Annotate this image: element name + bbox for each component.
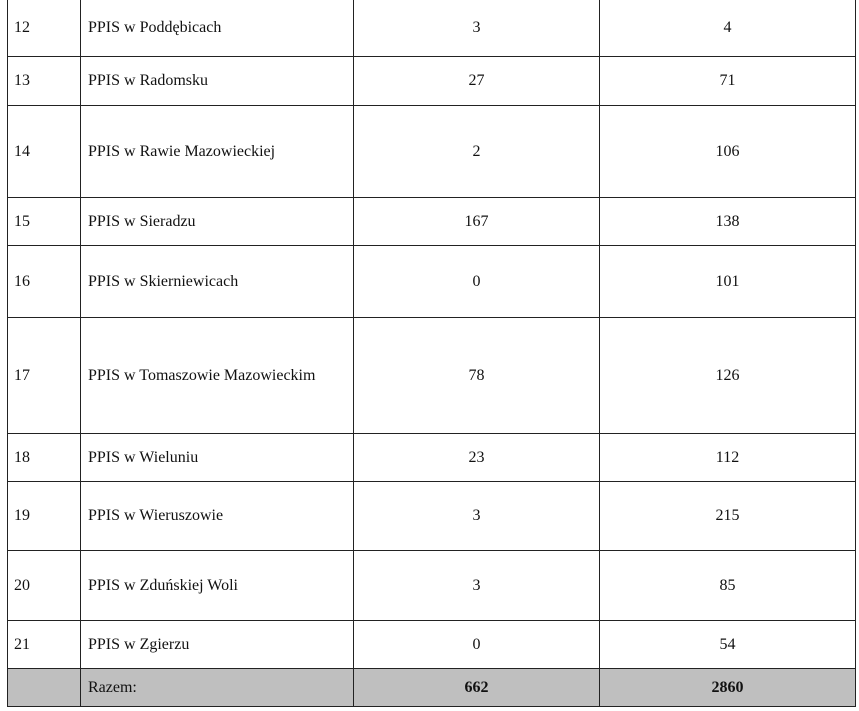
table-row xyxy=(8,246,856,318)
unit-name: PPIS w Zgierzu xyxy=(81,621,354,669)
table-row xyxy=(8,551,856,621)
statistics-table xyxy=(7,0,856,707)
unit-name: PPIS w Skierniewicach xyxy=(81,246,354,318)
unit-name: PPIS w Radomsku xyxy=(81,57,354,106)
table-row xyxy=(8,57,856,106)
total-row xyxy=(8,669,856,707)
value-col-b: 54 xyxy=(600,621,856,669)
unit-name: PPIS w Sieradzu xyxy=(81,198,354,246)
value-col-a: 2 xyxy=(354,106,600,198)
value-col-b: 85 xyxy=(600,551,856,621)
table-row xyxy=(8,198,856,246)
table-row xyxy=(8,0,856,57)
total-label: Razem: xyxy=(81,669,354,707)
value-col-b: 215 xyxy=(600,482,856,551)
value-col-a: 27 xyxy=(354,57,600,106)
value-col-a: 78 xyxy=(354,318,600,434)
unit-name: PPIS w Tomaszowie Mazowieckim xyxy=(81,318,354,434)
row-number: 12 xyxy=(8,0,81,57)
value-col-b: 106 xyxy=(600,106,856,198)
table-row xyxy=(8,621,856,669)
unit-name: PPIS w Rawie Mazowieckiej xyxy=(81,106,354,198)
total-col-a: 662 xyxy=(354,669,600,707)
table-body xyxy=(8,0,856,707)
value-col-b: 112 xyxy=(600,434,856,482)
value-col-a: 167 xyxy=(354,198,600,246)
total-row-number-cell xyxy=(8,669,81,707)
value-col-a: 3 xyxy=(354,0,600,57)
value-col-b: 101 xyxy=(600,246,856,318)
table-row xyxy=(8,482,856,551)
table-row xyxy=(8,318,856,434)
value-col-a: 0 xyxy=(354,246,600,318)
total-col-b: 2860 xyxy=(600,669,856,707)
table-row xyxy=(8,106,856,198)
row-number: 13 xyxy=(8,57,81,106)
row-number: 15 xyxy=(8,198,81,246)
unit-name: PPIS w Wieruszowie xyxy=(81,482,354,551)
table-row xyxy=(8,434,856,482)
unit-name: PPIS w Wieluniu xyxy=(81,434,354,482)
value-col-a: 0 xyxy=(354,621,600,669)
unit-name: PPIS w Zduńskiej Woli xyxy=(81,551,354,621)
value-col-a: 3 xyxy=(354,482,600,551)
row-number: 14 xyxy=(8,106,81,198)
row-number: 17 xyxy=(8,318,81,434)
row-number: 18 xyxy=(8,434,81,482)
value-col-b: 71 xyxy=(600,57,856,106)
row-number: 19 xyxy=(8,482,81,551)
row-number: 20 xyxy=(8,551,81,621)
value-col-b: 4 xyxy=(600,0,856,57)
value-col-a: 23 xyxy=(354,434,600,482)
value-col-b: 138 xyxy=(600,198,856,246)
unit-name: PPIS w Poddębicach xyxy=(81,0,354,57)
row-number: 21 xyxy=(8,621,81,669)
value-col-a: 3 xyxy=(354,551,600,621)
row-number: 16 xyxy=(8,246,81,318)
value-col-b: 126 xyxy=(600,318,856,434)
